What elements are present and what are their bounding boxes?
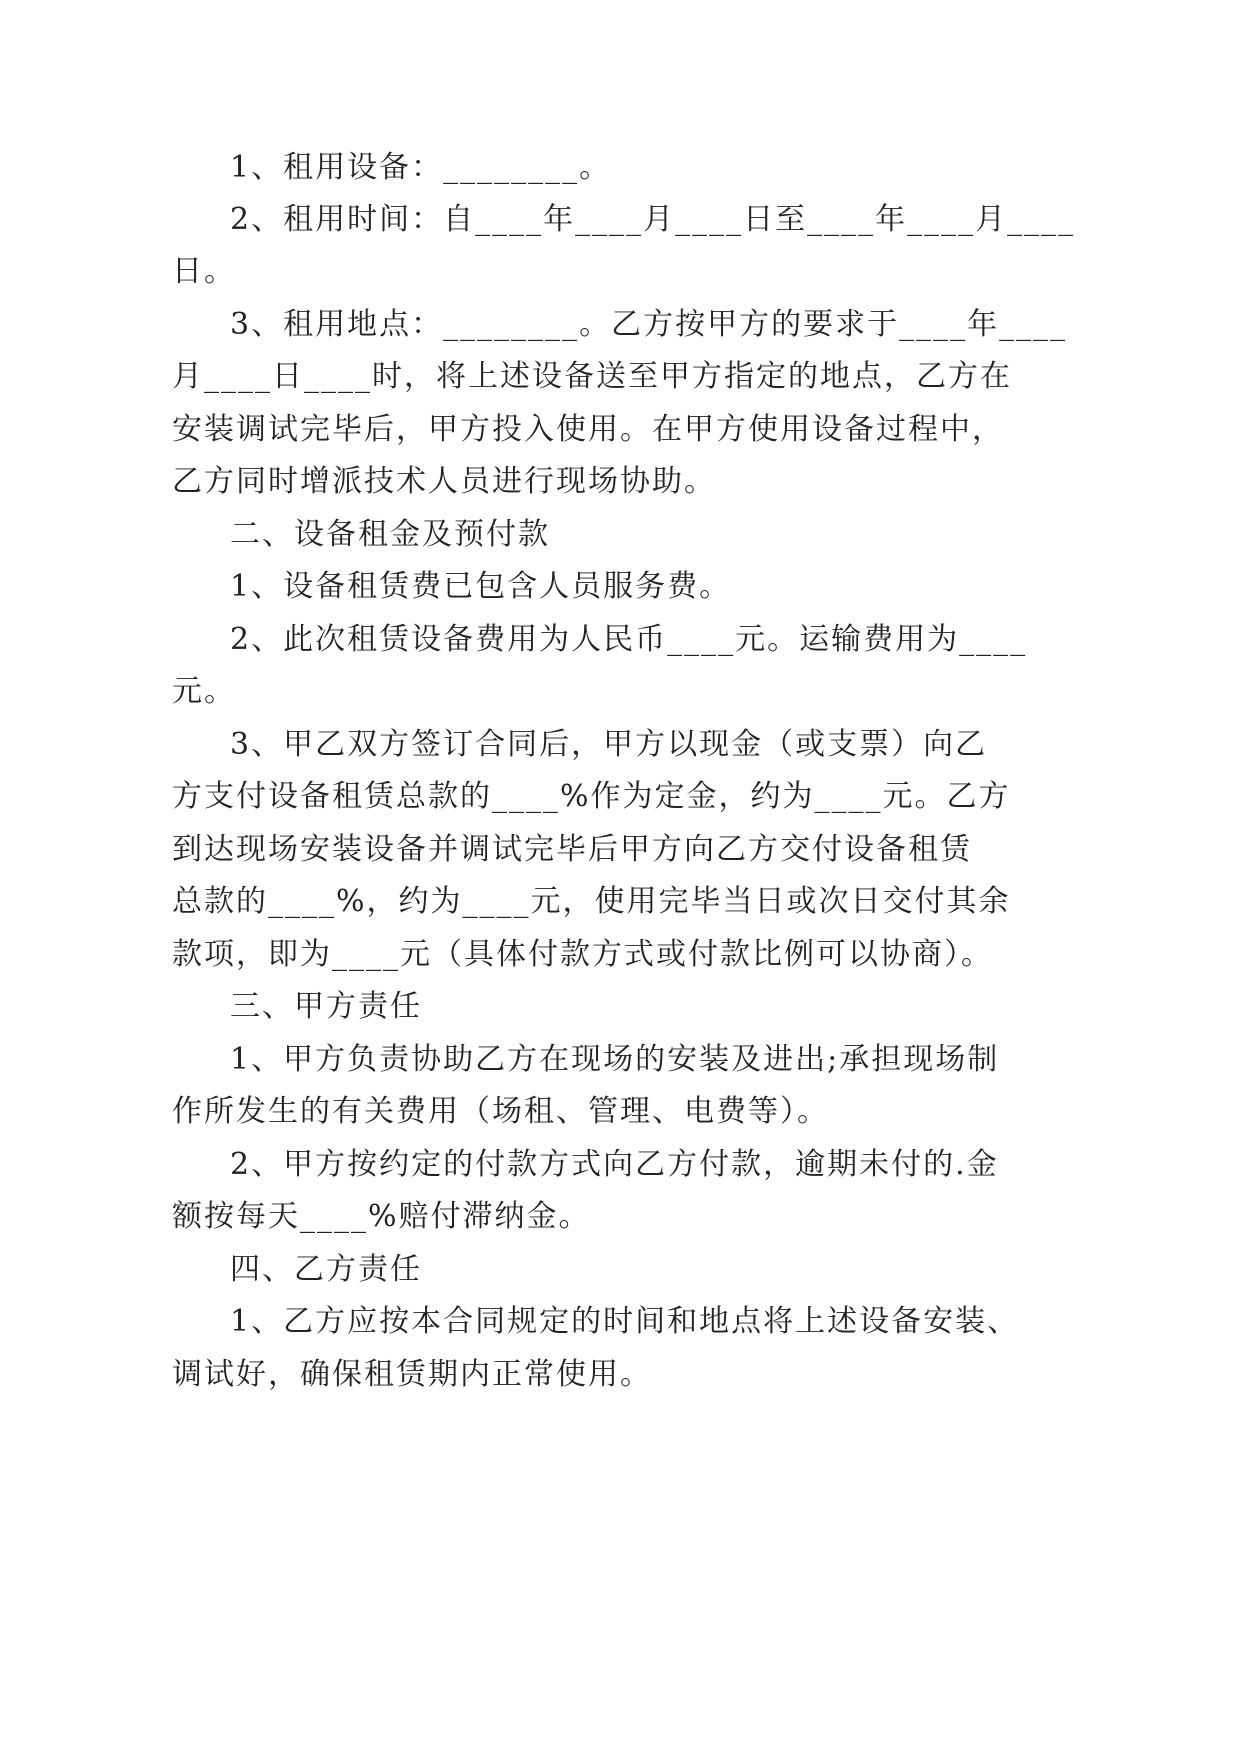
clause-party-a-1-cont: 作所发生的有关费用（场租、管理、电费等）。 — [172, 1094, 829, 1129]
clause-party-b-1-cont: 调试好，确保租赁期内正常使用。 — [172, 1357, 652, 1392]
clause-party-a-2-cont: 额按每天____%赔付滞纳金。 — [172, 1199, 591, 1234]
clause-party-b-1: 1、乙方应按本合同规定的时间和地点将上述设备安装、 — [230, 1304, 1020, 1339]
clause-rental-equipment: 1、租用设备：________。 — [230, 150, 612, 185]
clause-rent-1: 1、设备租赁费已包含人员服务费。 — [230, 569, 732, 604]
clause-rent-3-cont-1: 方支付设备租赁总款的____%作为定金，约为____元。乙方 — [172, 779, 1011, 814]
clause-rental-location-cont-1: 月____日____时，将上述设备送至甲方指定的地点，乙方在 — [172, 359, 1012, 394]
clause-rent-2-cont: 元。 — [172, 674, 236, 709]
clause-rent-3-cont-2: 到达现场安装设备并调试完毕后甲方向乙方交付设备租赁 — [172, 832, 972, 867]
clause-rent-3-cont-4: 款项，即为____元（具体付款方式或付款比例可以协商）。 — [172, 937, 993, 972]
clause-rental-location-cont-3: 乙方同时增派技术人员进行现场协助。 — [172, 464, 716, 499]
clause-rental-location: 3、租用地点：________。乙方按甲方的要求于____年____ — [230, 307, 1068, 342]
section-heading-party-a: 三、甲方责任 — [230, 989, 422, 1024]
clause-rental-period-cont: 日。 — [172, 254, 236, 289]
clause-rent-3-cont-3: 总款的____%，约为____元，使用完毕当日或次日交付其余 — [172, 884, 1011, 919]
clause-party-a-1: 1、甲方负责协助乙方在现场的安装及进出;承担现场制 — [230, 1042, 1000, 1077]
clause-party-a-2: 2、甲方按约定的付款方式向乙方付款，逾期未付的.金 — [230, 1147, 999, 1182]
clause-rental-location-cont-2: 安装调试完毕后，甲方投入使用。在甲方使用设备过程中， — [172, 412, 1004, 447]
section-heading-party-b: 四、乙方责任 — [230, 1252, 422, 1287]
clause-rental-period: 2、租用时间：自____年____月____日至____年____月____ — [230, 202, 1076, 237]
clause-rent-3: 3、甲乙双方签订合同后，甲方以现金（或支票）向乙 — [230, 727, 988, 762]
section-heading-rent: 二、设备租金及预付款 — [230, 517, 550, 552]
clause-rent-2: 2、此次租赁设备费用为人民币____元。运输费用为____ — [230, 622, 1028, 657]
